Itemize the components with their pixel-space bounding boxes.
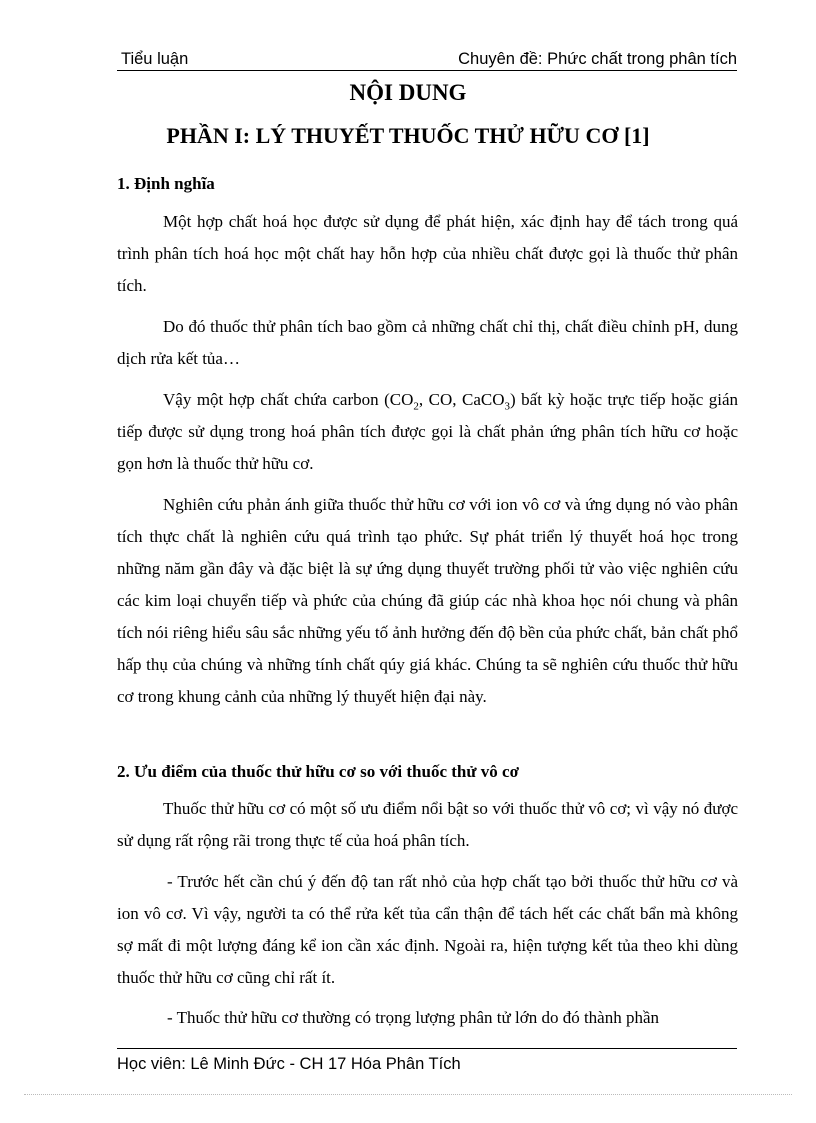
section-1-paragraph-3: Vậy một hợp chất chứa carbon ($CO_2$, CO, CaCO$_3$) bất kỳ hoặc trực tiếp hoặc gián tiếp được sử dụng trong hoá phân tích được gọi là chất phản ứng phân tích hữu cơ hoặc gọn hơn là thuốc thử hữu cơ. [117,390,739,473]
page-footer: Học viên: Lê Minh Đức - CH 17 Hóa Phân Tích [117,1055,461,1073]
page-header [117,50,737,71]
part-title: PHẦN I: LÝ THUYẾT THUỐC THỬ HỮU CƠ [1] [166,123,650,148]
section-2-paragraph-3: - Thuốc thử hữu cơ thường có trọng lượng phân tử lớn do đó thành phần [167,1008,660,1027]
section-1-heading: 1. Định nghĩa [117,174,215,193]
section-1-paragraph-2: Do đó thuốc thử phân tích bao gồm cả những chất chỉ thị, chất điều chỉnh pH, dung dịch rửa kết tủa… [117,317,738,368]
section-2-paragraph-1: Thuốc thử hữu cơ có một số ưu điểm nổi bật so với thuốc thử vô cơ; vì vậy nó được sử dụng rất rộng rãi trong thực tế của hoá phân tích. [117,799,738,850]
section-2-heading: 2. Ưu điểm của thuốc thử hữu cơ so với thuốc thử vô cơ [117,762,520,781]
footer-divider [117,1048,737,1049]
header-right-text: Chuyên đề: Phức chất trong phân tích [458,50,737,68]
header-left-text: Tiểu luận [121,50,189,68]
page-bottom-edge [24,1094,792,1095]
section-2-paragraph-2: - Trước hết cần chú ý đến độ tan rất nhỏ của hợp chất tạo bởi thuốc thử hữu cơ và ion vô cơ. Vì vậy, người ta có thể rửa kết tủa cẩn thận để tách hết các chất bẩn mà không sợ mất đi một lượng đáng kể ion cần xác định. Ngoài ra, hiện tượng kết tủa theo khi dùng thuốc thử hữu cơ cũng chỉ rất ít. [117,872,738,987]
document-title: NỘI DUNG [349,80,467,105]
section-1-paragraph-4: Nghiên cứu phản ánh giữa thuốc thử hữu cơ với ion vô cơ và ứng dụng nó vào phân tích thực chất là nghiên cứu quá trình tạo phức. Sự phát triển lý thuyết hoá học trong những năm gần đây và đặc biệt là sự ứng dụng thuyết trường phối tử vào việc nghiên cứu các kim loại chuyển tiếp và phức của chúng đã giúp các nhà khoa học nói chung và phân tích nói riêng hiểu sâu sắc những yếu tố ảnh hưởng đến độ bền của phức chất, bản chất phổ hấp thụ của chúng và những tính chất qúy giá khác. Chúng ta sẽ nghiên cứu thuốc thử hữu cơ trong khung cảnh của những lý thuyết hiện đại này. [117,495,738,706]
section-1-paragraph-1: Một hợp chất hoá học được sử dụng để phát hiện, xác định hay để tách trong quá trình phân tích hoá học một chất hay hỗn hợp của nhiều chất được gọi là thuốc thử phân tích. [117,212,738,295]
